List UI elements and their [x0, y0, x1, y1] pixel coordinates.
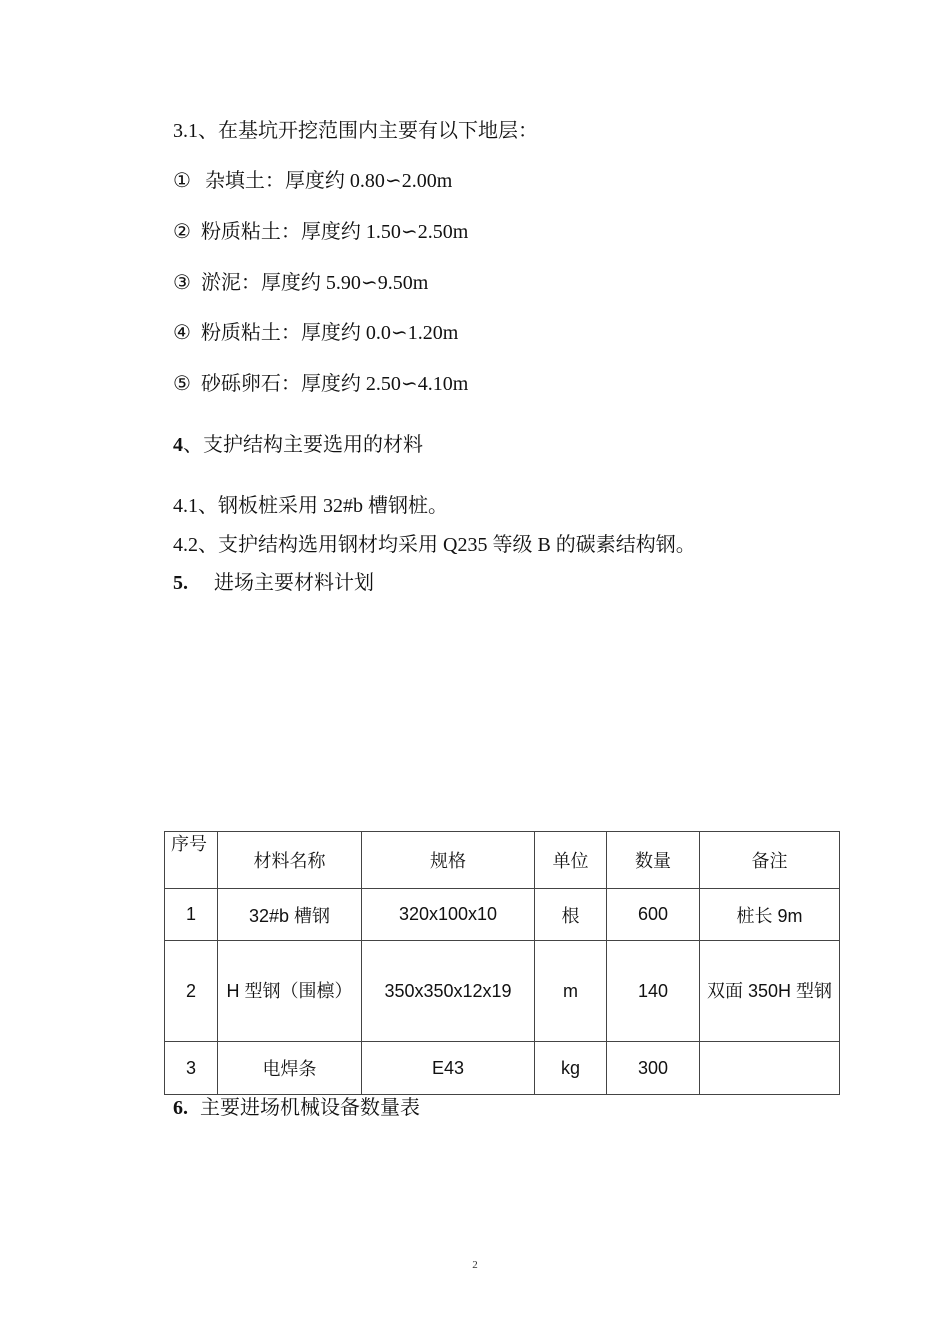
layer-thickness: 厚度约 1.50∽2.50m: [300, 221, 469, 243]
table-row: [165, 889, 840, 941]
materials-table: [164, 831, 840, 1095]
layer-item-3: [173, 270, 428, 296]
header-index: 序号: [165, 832, 218, 889]
section-6-number: 6.: [173, 1097, 188, 1119]
page-number: 2: [472, 1259, 478, 1271]
cell-material-name: 32#b 槽钢: [218, 889, 362, 941]
layer-marker: ④: [173, 322, 191, 344]
header-remarks: 备注: [700, 832, 840, 889]
layer-name: 粉质粘土：: [200, 322, 301, 344]
section-3-1-heading: 3.1、在基坑开挖范围内主要有以下地层：: [173, 120, 538, 142]
cell-remarks: 桩长 9m: [700, 889, 840, 941]
layer-item-5: [173, 371, 468, 397]
layer-name: 淤泥：: [200, 272, 261, 294]
layer-item-1: [173, 168, 452, 194]
section-4-title: 、支护结构主要选用的材料: [183, 434, 423, 456]
layer-name: 粉质粘土：: [200, 221, 301, 243]
layer-marker: ⑤: [173, 373, 191, 395]
section-5-number: 5.: [173, 572, 188, 594]
section-4-1-text: 4.1、钢板桩采用 32#b 槽钢桩。: [173, 495, 448, 517]
layer-thickness: 厚度约 0.0∽1.20m: [300, 322, 459, 344]
section-6-title: 主要进场机械设备数量表: [200, 1097, 420, 1119]
section-5-title: 进场主要材料计划: [214, 572, 374, 594]
cell-unit: m: [535, 941, 607, 1042]
cell-quantity: 300: [607, 1042, 700, 1095]
cell-unit: kg: [535, 1042, 607, 1095]
cell-index: 3: [165, 1042, 218, 1095]
table-header-row: [165, 832, 840, 889]
header-unit: 单位: [535, 832, 607, 889]
cell-remarks: 双面 350H 型钢: [700, 941, 840, 1042]
cell-index: 1: [165, 889, 218, 941]
layer-thickness: 厚度约 5.90∽9.50m: [260, 272, 429, 294]
header-quantity: 数量: [607, 832, 700, 889]
layer-item-4: [173, 320, 458, 346]
cell-material-name: 电焊条: [218, 1042, 362, 1095]
section-4-heading: [173, 432, 423, 458]
section-4-2-text: 4.2、支护结构选用钢材均采用 Q235 等级 B 的碳素结构钢。: [173, 534, 696, 556]
layer-thickness: 厚度约 2.50∽4.10m: [300, 373, 469, 395]
layer-marker: ①: [173, 170, 191, 192]
layer-thickness: 厚度约 0.80∽2.00m: [284, 170, 453, 192]
cell-spec: 320x100x10: [362, 889, 535, 941]
layer-name: 砂砾卵石：: [200, 373, 301, 395]
section-5-heading: [173, 570, 374, 596]
table-row: [165, 941, 840, 1042]
cell-index: 2: [165, 941, 218, 1042]
header-spec: 规格: [362, 832, 535, 889]
layer-marker: ②: [173, 221, 191, 243]
layer-item-2: [173, 219, 468, 245]
cell-material-name: H 型钢（围檩）: [218, 941, 362, 1042]
cell-quantity: 140: [607, 941, 700, 1042]
table-row: [165, 1042, 840, 1095]
header-material-name: 材料名称: [218, 832, 362, 889]
section-4-number: 4: [173, 434, 183, 456]
section-6-heading: [173, 1095, 420, 1121]
cell-spec: 350x350x12x19: [362, 941, 535, 1042]
cell-spec: E43: [362, 1042, 535, 1095]
cell-remarks: [700, 1042, 840, 1095]
layer-marker: ③: [173, 272, 191, 294]
cell-quantity: 600: [607, 889, 700, 941]
layer-name: 杂填土：: [204, 170, 285, 192]
cell-unit: 根: [535, 889, 607, 941]
